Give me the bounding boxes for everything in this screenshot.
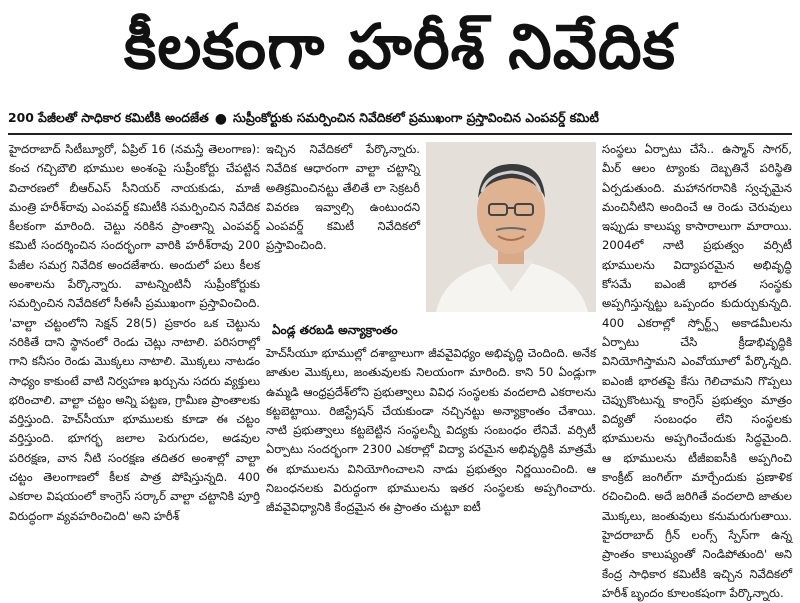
article-column-3 <box>602 140 792 603</box>
divider-rule <box>8 133 792 135</box>
column-2-lower-text: హెచ్‌సీయూ భూముల్లో దశాబ్దాలుగా జీవవైవిధ్యం అభివృద్ధి చెందింది. అనేక జాతుల మొక్కలు, జంతువులకు నిలయంగా మారింది. కాని 50 ఏండ్లుగా ఉమ్మడి ఆంధ్రప్రదేశ్‌లోని ప్రభుత్వాలు వివిధ సంస్థలకు వందలాది ఎకరాలను కట్టబెట్టాయి. రిజిస్ట్రేషన్ చేయకుండా నచ్చినట్టు అన్యాక్రాంతం చేశాయి. నాటి ప్రభుత్వాలు కట్టబెట్టిన సంస్థలన్నీ విద్యకు సంబంధం లేనివే. వర్సిటీ ఏర్పాటు సందర్భంగా 2300 ఎకరాల్లో విద్యా పరమైన అభివృద్ధికి మాత్రమే ఈ భూములను వినియోగించాలని నాడు ప్రభుత్వం నిర్ణయించింది. ఆ నిబంధనలకు విరుద్ధంగా భూములను ఇతర సంస్థలకు అప్పగించారు. జీవవైవిధ్యానికి కేంద్రమైన ఈ ప్రాంతం చుట్టూ ఐటీ <box>266 346 596 515</box>
column-2-top-text: ఇచ్చిన నివేదికలో పేర్కొన్నారు. నివేదిక ఆధారంగా వాల్టా చట్టాన్ని అతిక్రమించినట్టు తేలితే లా సెక్రటరీ వివరణ ఇవ్వాల్సి ఉంటుందని ఎంపవర్డ్ కమిటీ నివేదికలో ప్రస్తావించింది. <box>266 142 420 253</box>
portrait-photo-icon <box>426 142 596 312</box>
subhead-left: 200 పేజీలతో సాధికార కమిటీకి అందజేత <box>8 110 209 125</box>
crosshead: ఏండ్ల తరబడి అన్యాక్రాంతం <box>272 323 398 337</box>
article-column-1 <box>9 140 260 526</box>
subhead-right: సుప్రీంకోర్టుకు సమర్పించిన నివేదికలో ప్రముఖంగా ప్రస్తావించిన ఎంపవర్డ్ కమిటీ <box>232 110 599 125</box>
article-column-2-lower <box>266 344 596 518</box>
bullet-icon: ● <box>214 111 227 127</box>
headline: కీలకంగా హరీశ్ నివేదిక <box>123 10 677 83</box>
subheadline <box>8 108 792 130</box>
column-1-text: హైదరాబాద్ సిటీబ్యూరో, ఏప్రిల్ 16 (నమస్తే తెలంగాణ): కంచ గచ్చిబౌలి భూముల అంశంపై సుప్రీంకోర్టు చేపట్టిన విచారణలో బీఆర్ఎస్ సీనియర్ నాయకుడు, మాజీ మంత్రి హరీశ్‌రావు ఎంపవర్డ్ కమిటీకి సమర్పించిన నివేదిక కీలకంగా మారింది. చెట్టు నరికిన ప్రాంతాన్ని ఎంపవర్డ్ కమిటీ సందర్శించిన సందర్భంగా వారికి హరీశ్‌రావు 200 పేజీల సమగ్ర నివేదిక అందజేశారు. అందులో పలు కీలక అంశాలను పేర్కొన్నారు. వాటన్నింటినీ సుప్రీంకోర్టుకు సమర్పించిన నివేదికలో సీఈసీ ప్రముఖంగా ప్రస్తావించింది. 'వాల్టా చట్టంలోని సెక్షన్ 28(5) ప్రకారం ఒక చెట్టును నరికితే దాని స్థానంలో రెండు చెట్లు నాటాలి. పరిసరాల్లో గాని కనీసం రెండు మొక్కలు నాటాలి. మొక్కలు నాటడం సాధ్యం కాకుంటే వాటి నిర్వహణ ఖర్చును సదరు వ్యక్తులు భరించాలి. వాల్టా చట్టం అన్ని పట్టణ, గ్రామీణ ప్రాంతాలకు వర్తిస్తుంది. హెచ్‌సీయూ భూములకు కూడా ఈ చట్టం వర్తిస్తుంది. భూగర్భ జలాల పెరుగుదల, అడవుల పరిరక్షణ, వాన నీటి సంరక్షణ తదితర అంశాల్లో వాల్టా చట్టం తెలంగాణలో కీలక పాత్ర పోషిస్తున్నది. 400 ఎకరాల విషయంలో కాంగ్రెస్ సర్కార్ వాల్టా చట్టానికి పూర్తి విరుద్ధంగా వ్యవహరించింది' అని హరీశ్ <box>9 142 260 523</box>
portrait-photo-graphic <box>426 142 596 312</box>
column-3-text: సంస్థలు ఏర్పాటు చేసే.. ఉస్మాన్ సాగర్, మీర్ ఆలం ట్యాంకు దెబ్బతినే పరిస్థితి ఏర్పడుతుంది. మహానగరానికి స్వచ్ఛమైన మంచినీటిని అందించే ఆ రెండు చెరువులు ఇప్పుడు కాలుష్య కాసారాలుగా మారాయి. 2004లో నాటి ప్రభుత్వం వర్సిటీ భూములను విద్యాపరమైన అభివృద్ధి కోసమే ఐఎంజీ భారత సంస్థకు అప్పగిస్తున్నట్టు ఒప్పందం కుదుర్చుకున్నది. 400 ఎకరాల్లో స్పోర్ట్స్ అకాడమీలను ఏర్పాటు చేసి క్రీడాభివృద్ధికి వినియోగిస్తామని ఎంవోయూలో పేర్కొన్నది. ఐఎంజీ భారతపై కేసు గెలిచామని గొప్పలు చెప్పుకొంటున్న కాంగ్రెస్ ప్రభుత్వం మాత్రం విద్యతో సంబంధం లేని సంస్థలకు భూములను అప్పగించేందుకు సిద్ధమైంది. ఆ భూములను టీజీఐఐసీకి అప్పగించి కాంక్రీట్ జంగిల్‌గా మార్చేందుకు ప్రణాళిక రచించింది. అదే జరిగితే వందలాది జాతుల మొక్కలు, జంతువులు కనుమరుగుతాయి. హైదరాబాద్ గ్రీన్ లంగ్స్ స్పేస్‌గా ఉన్న ప్రాంతం కాలుష్యంతో నిండిపోతుంది' అని కేంద్ర సాధికార కమిటీకి ఇచ్చిన నివేదికలో హరీశ్ బృందం కూలంకషంగా పేర్కొన్నారు. <box>602 142 792 600</box>
article-column-2 <box>266 140 420 256</box>
